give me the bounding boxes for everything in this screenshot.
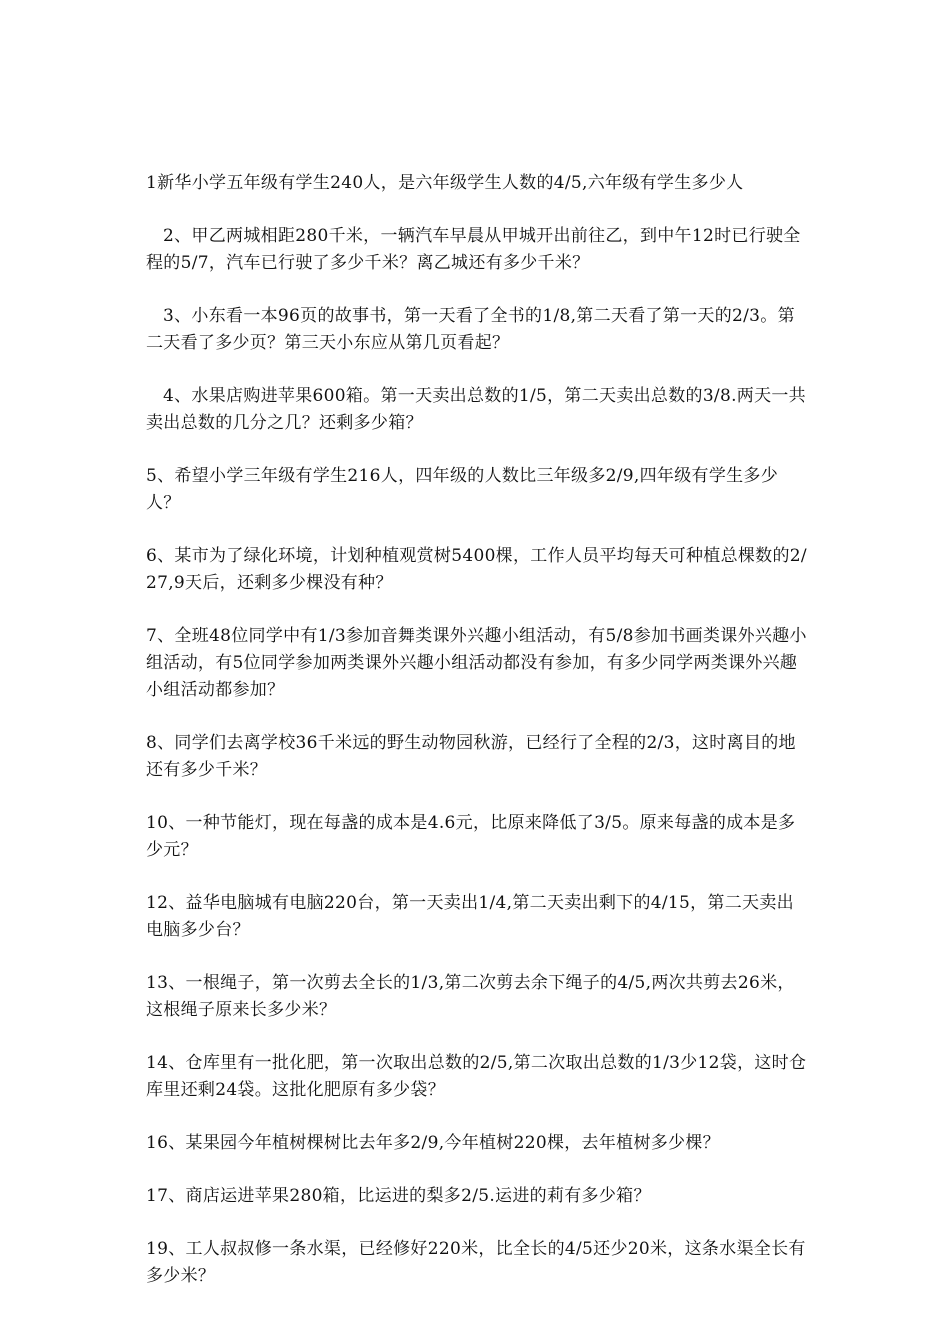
problem-3: 3、小东看一本96页的故事书，第一天看了全书的1/8,第二天看了第一天的2/3。第二天看了多少页？第三天小东应从第几页看起？: [146, 306, 795, 353]
problem-1: 1新华小学五年级有学生240人，是六年级学生人数的4/5,六年级有学生多少人: [146, 173, 744, 193]
problem-10: 10、一种节能灯，现在每盏的成本是4.6元，比原来降低了3/5。原来每盏的成本是多少元？: [146, 813, 796, 860]
problem-5: 5、希望小学三年级有学生216人，四年级的人数比三年级多2/9,四年级有学生多少人？: [146, 466, 779, 513]
problem-12: 12、益华电脑城有电脑220台，第一天卖出1/4,第二天卖出剩下的4/15，第二天卖出电脑多少台？: [146, 893, 794, 940]
problem-16: 16、某果园今年植树棵树比去年多2/9,今年植树220棵，去年植树多少棵？: [146, 1133, 720, 1153]
problem-2: 2、甲乙两城相距280千米，一辆汽车早晨从甲城开出前往乙，到中午12时已行驶全程的5/7，汽车已行驶了多少千米？离乙城还有多少千米？: [146, 226, 801, 273]
problem-14: 14、仓库里有一批化肥，第一次取出总数的2/5,第二次取出总数的1/3少12袋，这时仓库里还剩24袋。这批化肥原有多少袋？: [146, 1053, 807, 1100]
problem-13: 13、一根绳子，第一次剪去全长的1/3,第二次剪去余下绳子的4/5,两次共剪去26米，这根绳子原来长多少米？: [146, 973, 795, 1020]
problem-6: 6、某市为了绿化环境，计划种植观赏树5400棵，工作人员平均每天可种植总棵数的2/27,9天后，还剩多少棵没有种？: [146, 546, 807, 593]
problem-list: [146, 170, 810, 1316]
problem-8: 8、同学们去离学校36千米远的野生动物园秋游，已经行了全程的2/3，这时离目的地还有多少千米？: [146, 733, 796, 780]
problem-4: 4、水果店购进苹果600箱。第一天卖出总数的1/5，第二天卖出总数的3/8.两天一共卖出总数的几分之几？还剩多少箱？: [146, 386, 806, 433]
problem-7: 7、全班48位同学中有1/3参加音舞类课外兴趣小组活动，有5/8参加书画类课外兴趣小组活动，有5位同学参加两类课外兴趣小组活动都没有参加，有多少同学两类课外兴趣小组活动都参加？: [146, 626, 807, 700]
problem-17: 17、商店运进苹果280箱，比运进的梨多2/5.运进的莉有多少箱？: [146, 1186, 651, 1206]
problem-19: 19、工人叔叔修一条水渠，已经修好220米，比全长的4/5还少20米，这条水渠全长有多少米？: [146, 1239, 806, 1286]
